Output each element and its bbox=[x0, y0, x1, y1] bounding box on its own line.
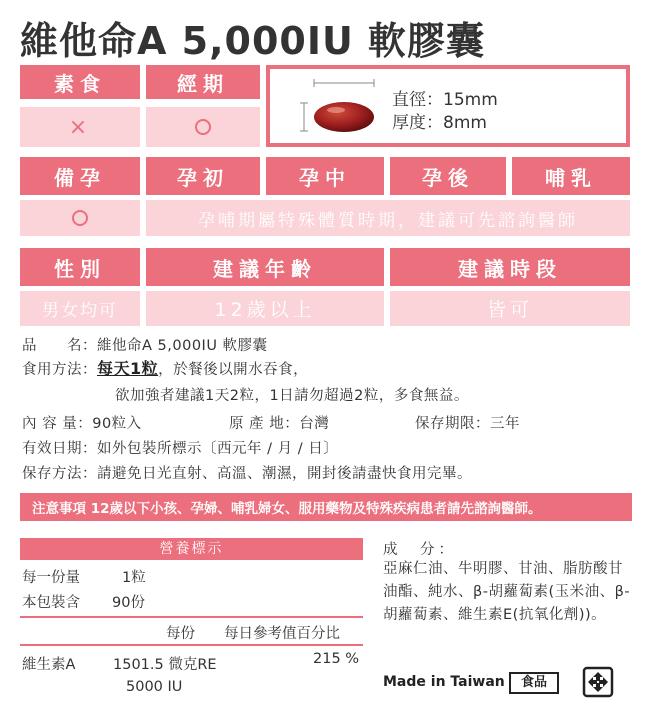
time-header: 建議時段 bbox=[390, 248, 630, 286]
capsule-diameter: 直徑：15mm bbox=[392, 90, 498, 110]
nutrition-divider bbox=[20, 644, 363, 646]
ingredients-label: 成 分： bbox=[383, 542, 457, 558]
serving-size-value: 1粒 bbox=[122, 570, 146, 586]
pregnancy-header: 備孕 bbox=[20, 157, 140, 195]
nutrition-header: 營養標示 bbox=[20, 538, 363, 560]
pregnancy-col-nursing: 哺乳 bbox=[512, 157, 630, 195]
servings-per-pack-label: 本包裝含 bbox=[22, 595, 80, 611]
origin: 原 產 地：台灣 bbox=[229, 416, 330, 432]
expiry-date: 有效日期：如外包裝所標示〔西元年 / 月 / 日〕 bbox=[22, 441, 339, 457]
storage-method: 保存方法：請避免日光直射、高溫、潮濕，開封後請盡快食用完畢。 bbox=[22, 466, 472, 482]
column-daily-value: 每日參考值百分比 bbox=[224, 626, 340, 642]
period-header: 經期 bbox=[146, 65, 260, 99]
period-value bbox=[146, 107, 260, 147]
diet-header: 素食 bbox=[20, 65, 140, 99]
content-amount: 內 容 量：90粒入 bbox=[22, 416, 142, 432]
suitable-circle-icon bbox=[72, 210, 88, 226]
pregnancy-note: 孕哺期屬特殊體質時期，建議可先諮詢醫師 bbox=[146, 200, 630, 236]
serving-size-label: 每一份量 bbox=[22, 570, 80, 586]
pregnancy-col-mid: 孕中 bbox=[266, 157, 384, 195]
usage-dose: 每天1粒 bbox=[97, 359, 159, 378]
capsule-dimensions bbox=[392, 89, 498, 135]
time-value: 皆可 bbox=[390, 291, 630, 326]
age-value: 12歲以上 bbox=[146, 291, 384, 326]
notice-banner: 注意事項 12歲以下小孩、孕婦、哺乳婦女、服用藥物及特殊疾病患者請先諮詢醫師。 bbox=[20, 493, 632, 521]
shelf-life: 保存期限：三年 bbox=[415, 416, 520, 432]
pregnancy-value bbox=[20, 200, 140, 236]
suitable-circle-icon bbox=[195, 119, 211, 135]
capsule-icon bbox=[298, 77, 378, 137]
age-header: 建議年齡 bbox=[146, 248, 384, 286]
page-title: 維他命A 5,000IU 軟膠囊 bbox=[20, 19, 486, 63]
gender-header: 性別 bbox=[20, 248, 140, 286]
usage-rest: ，於餐後以開水吞食， bbox=[158, 362, 309, 378]
column-per-serving: 每份 bbox=[166, 626, 195, 642]
servings-per-pack-value: 90份 bbox=[112, 595, 145, 611]
made-in-taiwan: Made in Taiwan bbox=[383, 674, 505, 690]
capsule-size-box bbox=[266, 65, 630, 147]
nutrient-name: 維生素A bbox=[22, 657, 76, 673]
usage-label: 食用方法： bbox=[22, 362, 97, 378]
pregnancy-col-early: 孕初 bbox=[146, 157, 260, 195]
capsule-thickness: 厚度：8mm bbox=[392, 113, 487, 133]
nutrition-divider bbox=[20, 616, 363, 618]
nutrient-amount: 1501.5 微克RE bbox=[113, 657, 217, 673]
nutrient-daily-value: 215 % bbox=[313, 651, 360, 667]
pregnancy-col-late: 孕後 bbox=[390, 157, 506, 195]
diet-value: × bbox=[20, 107, 140, 147]
usage-line-2: 欲加強者建議1天2粒，1日請勿超過2粒，多食無益。 bbox=[115, 388, 469, 404]
ingredients-text: 亞麻仁油、牛明膠、甘油、脂肪酸甘油酯、純水、β-胡蘿蔔素(玉米油、β-胡蘿蔔素、維生素E(抗氧化劑))。 bbox=[383, 561, 631, 623]
gender-value: 男女均可 bbox=[20, 291, 140, 326]
food-tag: 食品 bbox=[509, 672, 559, 694]
product-name: 品 名：維他命A 5,000IU 軟膠囊 bbox=[22, 338, 268, 354]
nutrient-amount-iu: 5000 IU bbox=[126, 679, 183, 695]
usage-line bbox=[22, 356, 308, 379]
recycle-icon bbox=[582, 666, 614, 698]
